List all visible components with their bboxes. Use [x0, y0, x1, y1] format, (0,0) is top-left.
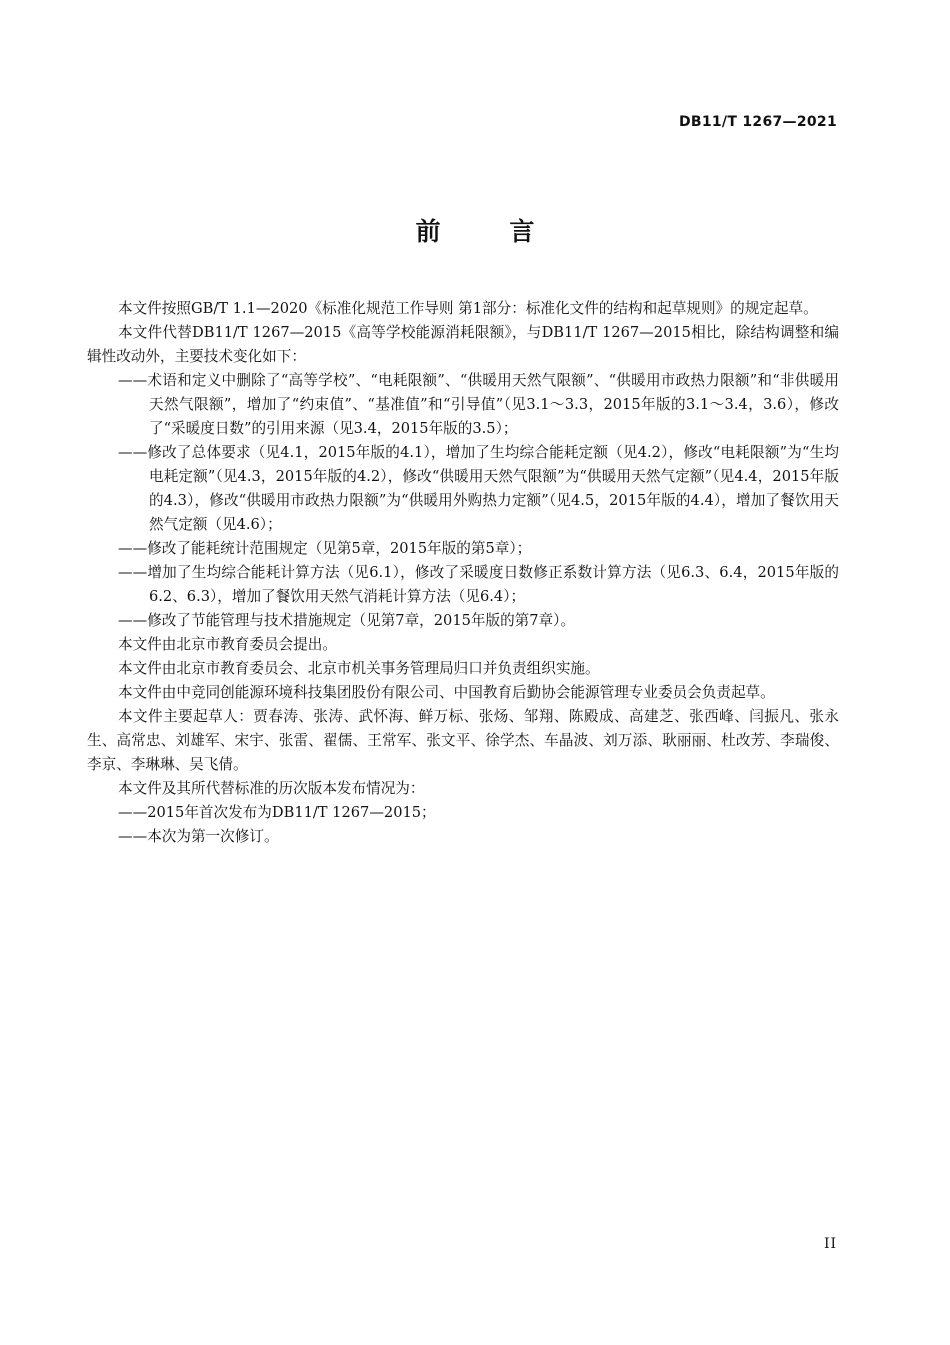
change-item-requirements: ——修改了总体要求（见4.1，2015年版的4.1），增加了生均综合能耗定额（见4.2），修改“电耗限额”为“生均电耗定额”（见4.3，2015年版的4.2），修改“供暖用天然气限额”为“供暖用天然气定额”（见4.4，2015年版的4.3），修改“供暖用市政热力限额”为“供暖用外购热力定额”（见4.5，2015年版的4.4），增加了餐饮用天然气定额（见4.6）； [118, 444, 839, 533]
change-item-management: ——修改了节能管理与技术措施规定（见第7章，2015年版的第7章）。 [118, 612, 576, 629]
paragraph-replacement: 本文件代替DB11/T 1267—2015《高等学校能源消耗限额》，与DB11/T 1267—2015相比，除结构调整和编辑性改动外，主要技术变化如下： [87, 324, 839, 365]
change-item-calculation: ——增加了生均综合能耗计算方法（见6.1），修改了采暖度日数修正系数计算方法（见6.3、6.4，2015年版的6.2、6.3），增加了餐饮用天然气消耗计算方法（见6.4）； [118, 564, 839, 605]
page-title: 前 言 [415, 217, 565, 246]
paragraph-drafters: 本文件主要起草人：贾春涛、张涛、武怀海、鲜万标、张炀、邹翔、陈殿成、高建芝、张西峰、闫振凡、张永生、高常忠、刘雄军、宋宇、张雷、翟儒、王常军、张文平、徐学杰、车晶波、刘万添、耿丽丽、杜改芳、李瑞俊、李京、李琳琳、吴飞倩。 [87, 708, 839, 773]
paragraph-proposer: 本文件由北京市教育委员会提出。 [118, 636, 337, 653]
paragraph-scope: 本文件按照GB/T 1.1—2020《标准化规范工作导则 第1部分：标准化文件的结构和起草规则》的规定起草。 [118, 300, 818, 317]
change-item-terms: ——术语和定义中删除了“高等学校”、“电耗限额”、“供暖用天然气限额”、“供暖用市政热力限额”和“非供暖用天然气限额”，增加了“约束值”、“基准值”和“引导值”（见3.1～3.3，2015年版的3.1～3.4，3.6），修改了“采暖度日数”的引用来源（见3.4，2015年版的3.5）； [118, 372, 839, 437]
paragraph-drafting-units: 本文件由中竞同创能源环境科技集团股份有限公司、中国教育后勤协会能源管理专业委员会负责起草。 [118, 684, 775, 701]
history-item-first: ——2015年首次发布为DB11/T 1267—2015； [118, 804, 436, 821]
page-number: II [823, 1236, 837, 1252]
paragraph-implementer: 本文件由北京市教育委员会、北京市机关事务管理局归口并负责组织实施。 [118, 660, 600, 677]
paragraph-history: 本文件及其所代替标准的历次版本发布情况为： [118, 780, 425, 797]
document-code: DB11/T 1267—2021 [678, 114, 837, 130]
document-body [87, 297, 839, 849]
history-item-revision: ——本次为第一次修订。 [118, 828, 279, 845]
change-item-statistics: ——修改了能耗统计范围规定（见第5章，2015年版的第5章）； [118, 540, 532, 557]
